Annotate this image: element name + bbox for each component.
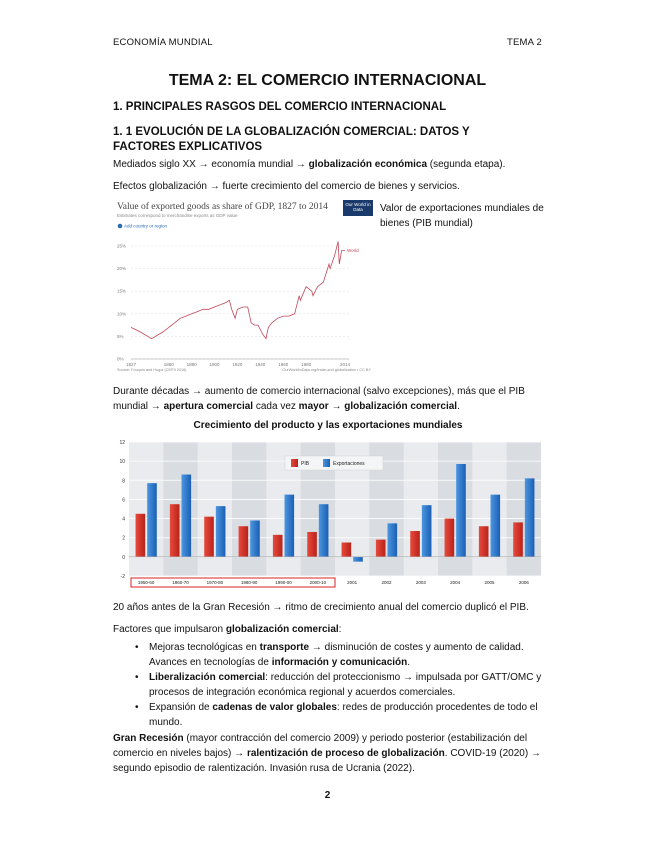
owid-x-tick-label: 1900 bbox=[209, 362, 220, 367]
paragraph-5: Factores que impulsaron globalización comercial: bbox=[113, 624, 342, 635]
decades-highlight-box bbox=[131, 578, 335, 587]
owid-y-tick-label: 5% bbox=[117, 333, 124, 339]
chart-x-tick-label: 2002 bbox=[381, 580, 392, 585]
owid-y-tick-label: 25% bbox=[117, 243, 127, 249]
bar-pib bbox=[376, 540, 386, 557]
paragraph-6: Gran Recesión (mayor contracción del comercio 2009) y periodo posterior (estabilización del comercio en niveles bajos) → ralentización de proceso de globalización. COVID-19 (2020) → segundo episodio de ralentización. Invasión rusa de Ucrania (2022). bbox=[113, 733, 541, 774]
bar-pib bbox=[342, 543, 352, 557]
bar-pib bbox=[239, 526, 249, 557]
bar-exportaciones bbox=[285, 495, 295, 557]
bar-pib bbox=[513, 522, 523, 556]
list-item: • Mejoras tecnológicas en transporte → disminución de costes y aumento de calidad. Avances en tecnologías de información y comunicación. bbox=[135, 642, 524, 668]
bullet-icon: • bbox=[135, 672, 139, 683]
owid-y-tick-label: 0% bbox=[117, 356, 124, 362]
bar-exportaciones bbox=[319, 504, 329, 557]
list-item: • Expansión de cadenas de valor globales: redes de producción procedentes de todo el mundo. bbox=[135, 702, 538, 728]
chart-y-tick-label: 2 bbox=[122, 535, 125, 542]
owid-x-tick-label: 1827 bbox=[125, 362, 137, 367]
bar-exportaciones bbox=[456, 464, 466, 557]
exports-share-chart-svg bbox=[113, 197, 373, 375]
header-right: TEMA 2 bbox=[507, 37, 542, 48]
owid-y-tick-label: 10% bbox=[117, 311, 127, 317]
chart-column-band bbox=[507, 442, 541, 576]
bar-exportaciones bbox=[388, 523, 398, 557]
bar-pib bbox=[204, 517, 214, 557]
owid-x-tick-label: 1980 bbox=[301, 362, 312, 367]
chart-x-tick-label: 1950-60 bbox=[137, 580, 155, 585]
chart-caption: Valor de exportaciones mundiales de bienes (PIB mundial) bbox=[380, 203, 544, 229]
owid-y-tick-label: 20% bbox=[117, 266, 127, 272]
section-heading-1-1: 1. 1 EVOLUCIÓN DE LA GLOBALIZACIÓN COMERCIAL: DATOS Y FACTORES EXPLICATIVOS bbox=[113, 126, 470, 153]
chart-y-tick-label: 0 bbox=[122, 554, 125, 561]
owid-logo bbox=[343, 200, 373, 216]
bar-exportaciones bbox=[491, 495, 501, 557]
owid-x-tick-label: 1940 bbox=[255, 362, 266, 367]
owid-x-tick-label: 1860 bbox=[163, 362, 174, 367]
chart-column-band bbox=[438, 442, 472, 576]
bar-exportaciones bbox=[422, 505, 432, 557]
bar-exportaciones bbox=[525, 478, 535, 556]
bullet-icon: • bbox=[135, 702, 139, 713]
add-icon[interactable] bbox=[118, 224, 123, 229]
chart-x-tick-label: 2005 bbox=[484, 580, 495, 585]
paragraph-3: Durante décadas → aumento de comercio internacional (salvo excepciones), más que el PIB mundial → apertura comercial cada vez mayor → globalización comercial. bbox=[113, 386, 525, 412]
bar-pib bbox=[410, 531, 420, 557]
legend-label-pib: PIB bbox=[301, 461, 310, 467]
bar-exportaciones bbox=[250, 520, 260, 556]
owid-x-tick-label: 2014 bbox=[339, 362, 351, 367]
chart-column-band bbox=[163, 442, 197, 576]
owid-title: Value of exported goods as share of GDP, 1827 to 2014 bbox=[117, 202, 328, 212]
bar-exportaciones bbox=[147, 483, 157, 557]
chart-x-tick-label: 1990-00 bbox=[275, 580, 292, 585]
owid-x-tick-label: 1960 bbox=[278, 362, 289, 367]
owid-series-line bbox=[131, 242, 345, 339]
page-number: 2 bbox=[324, 790, 331, 801]
chart-x-tick-label: 1970-80 bbox=[206, 580, 224, 585]
chart-x-tick-label: 2003 bbox=[415, 580, 426, 585]
chart-column-band bbox=[232, 442, 266, 576]
growth-chart-svg bbox=[113, 436, 543, 594]
owid-y-tick-label: 15% bbox=[117, 288, 127, 294]
legend-swatch-exportaciones bbox=[323, 459, 330, 467]
owid-logo-text: Our World in Data bbox=[345, 202, 371, 212]
chart-y-tick-label: 8 bbox=[122, 478, 125, 485]
bar-pib bbox=[273, 535, 283, 557]
owid-x-tick-label: 1920 bbox=[232, 362, 243, 367]
owid-x-tick-label: 1880 bbox=[186, 362, 197, 367]
owid-series-label: World bbox=[347, 248, 359, 254]
owid-source: Source: Fouquin and Hugot (CEPII 2016) bbox=[117, 368, 187, 372]
chart-x-tick-label: 2000-10 bbox=[309, 580, 327, 585]
paragraph-4: 20 años antes de la Gran Recesión → ritmo de crecimiento anual del comercio duplicó el PIB. bbox=[113, 602, 529, 613]
bullet-icon: • bbox=[135, 642, 139, 653]
exports-share-chart bbox=[113, 197, 373, 375]
growth-chart bbox=[113, 436, 543, 594]
bar-pib bbox=[170, 504, 180, 557]
legend-swatch-pib bbox=[291, 459, 298, 467]
bar-exportaciones bbox=[353, 557, 363, 562]
owid-license: OurWorldInData.org/trade-and-globalization • CC BY bbox=[282, 368, 371, 372]
chart-x-tick-label: 2001 bbox=[347, 580, 358, 585]
bar-exportaciones bbox=[216, 506, 226, 557]
bar-pib bbox=[136, 514, 146, 557]
list-item: • Liberalización comercial: reducción del proteccionismo → impulsada por GATT/OMC y procesos de integración económica regional y acuerdos comerciales. bbox=[135, 672, 542, 698]
header-left: ECONOMÍA MUNDIAL bbox=[113, 37, 213, 48]
bar-exportaciones bbox=[182, 475, 192, 557]
chart-x-tick-label: 2006 bbox=[518, 580, 529, 585]
paragraph-2: Efectos globalización → fuerte crecimiento del comercio de bienes y servicios. bbox=[113, 181, 460, 192]
page-title: TEMA 2: EL COMERCIO INTERNACIONAL bbox=[168, 72, 487, 89]
bar-pib bbox=[479, 526, 489, 557]
add-country-link[interactable]: Add country or region bbox=[124, 223, 168, 229]
chart-y-tick-label: -2 bbox=[120, 574, 125, 580]
legend-label-exportaciones: Exportaciones bbox=[333, 461, 365, 467]
growth-chart-title: Crecimiento del producto y las exportaciones mundiales bbox=[193, 420, 463, 431]
chart-y-tick-label: 6 bbox=[122, 497, 125, 504]
bar-pib bbox=[307, 532, 317, 557]
chart-y-tick-label: 4 bbox=[122, 516, 125, 523]
chart-x-tick-label: 1980-90 bbox=[240, 580, 258, 585]
chart-y-tick-label: 10 bbox=[119, 459, 125, 466]
factors-list bbox=[113, 641, 543, 731]
section-heading-1: 1. PRINCIPALES RASGOS DEL COMERCIO INTERNACIONAL bbox=[113, 101, 447, 113]
owid-subtitle: Estimates correspond to merchandise exports as GDP value bbox=[117, 213, 238, 218]
chart-x-tick-label: 1960-70 bbox=[172, 580, 189, 585]
bar-pib bbox=[445, 519, 455, 557]
paragraph-1: Mediados siglo XX → economía mundial → globalización económica (segunda etapa). bbox=[113, 159, 506, 170]
chart-x-tick-label: 2004 bbox=[450, 580, 461, 585]
chart-y-tick-label: 12 bbox=[119, 440, 125, 446]
